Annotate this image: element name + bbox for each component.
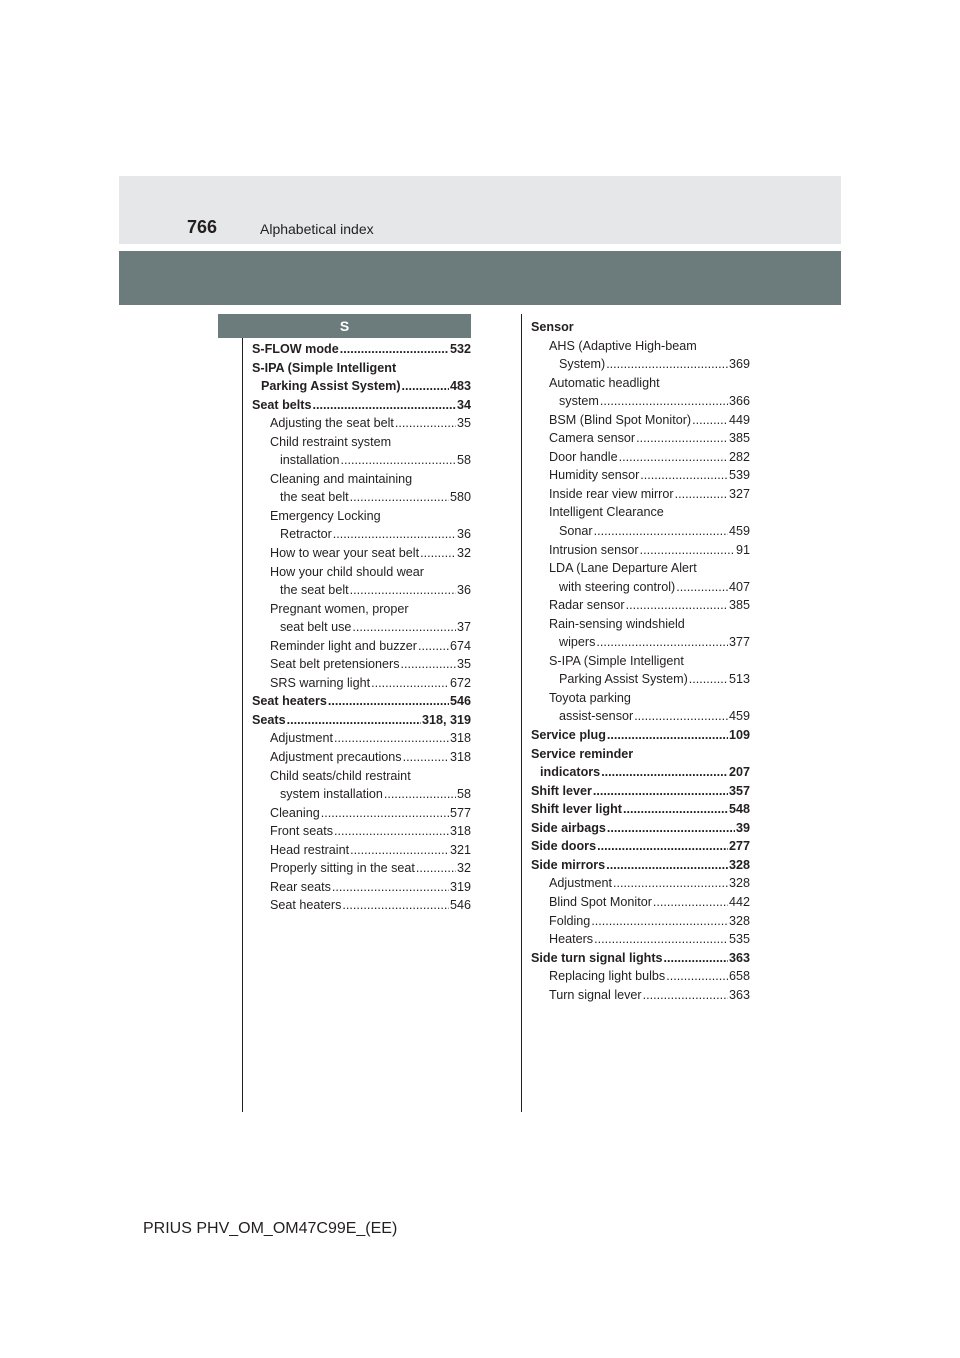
dot-leader bbox=[664, 949, 728, 968]
index-entry bbox=[531, 429, 750, 448]
dot-leader bbox=[384, 785, 456, 804]
dot-leader bbox=[640, 541, 735, 560]
index-entry bbox=[252, 878, 471, 897]
index-entry-page: 363 bbox=[728, 987, 750, 1002]
index-entry-page: 39 bbox=[735, 820, 750, 835]
index-entry-term: Heaters bbox=[549, 932, 594, 947]
index-entry bbox=[531, 912, 750, 931]
index-entry bbox=[531, 374, 750, 393]
index-entry-page: 366 bbox=[728, 394, 750, 409]
index-entry-page: 539 bbox=[728, 468, 750, 483]
dot-leader bbox=[328, 692, 449, 711]
index-entry-term: Radar sensor bbox=[549, 598, 625, 613]
index-entry-term: installation bbox=[280, 453, 340, 468]
index-entry-term: Parking Assist System) bbox=[261, 379, 401, 394]
index-entry bbox=[252, 451, 471, 470]
index-entry-term: Seats bbox=[252, 712, 286, 727]
dot-leader bbox=[666, 967, 728, 986]
dot-leader bbox=[416, 859, 456, 878]
index-entry bbox=[531, 596, 750, 615]
index-entry-page: 34 bbox=[456, 397, 471, 412]
dot-leader bbox=[593, 782, 728, 801]
index-entry bbox=[252, 711, 471, 730]
index-entry-term: system installation bbox=[280, 787, 383, 802]
index-entry bbox=[252, 767, 471, 786]
index-entry-term: Adjustment bbox=[270, 731, 333, 746]
index-entry bbox=[531, 578, 750, 597]
section-letter-bar: S bbox=[218, 314, 471, 338]
index-entry-term: Replacing light bulbs bbox=[549, 969, 666, 984]
index-entry bbox=[252, 377, 471, 396]
index-entry bbox=[531, 522, 750, 541]
index-entry bbox=[252, 488, 471, 507]
index-entry-term: System) bbox=[559, 357, 606, 372]
index-entry-page: 109 bbox=[728, 728, 750, 743]
index-entry bbox=[531, 541, 750, 560]
index-entry-page: 318 bbox=[449, 824, 471, 839]
index-entry-page: 321 bbox=[449, 842, 471, 857]
index-entry-term: Turn signal lever bbox=[549, 987, 642, 1002]
dot-leader bbox=[287, 711, 421, 730]
dot-leader bbox=[640, 466, 728, 485]
index-entry bbox=[252, 692, 471, 711]
index-entry-term: the seat belt bbox=[280, 490, 349, 505]
index-entry bbox=[531, 763, 750, 782]
index-entry bbox=[531, 949, 750, 968]
right-column-rule bbox=[521, 314, 522, 1112]
dot-leader bbox=[623, 800, 728, 819]
index-entry-page: 442 bbox=[728, 894, 750, 909]
index-entry-page: 672 bbox=[449, 675, 471, 690]
dot-leader bbox=[607, 726, 728, 745]
index-entry bbox=[531, 967, 750, 986]
dot-leader bbox=[591, 912, 728, 931]
index-entry-term: Side mirrors bbox=[531, 857, 606, 872]
index-entry-term: Front seats bbox=[270, 824, 333, 839]
index-entry-page: 577 bbox=[449, 805, 471, 820]
index-column-right bbox=[531, 318, 750, 1004]
dot-leader bbox=[643, 986, 728, 1005]
index-entry-page: 369 bbox=[728, 357, 750, 372]
dot-leader bbox=[350, 841, 449, 860]
index-entry-page: 483 bbox=[449, 379, 471, 394]
header-band bbox=[119, 176, 841, 244]
index-entry-term: Camera sensor bbox=[549, 431, 636, 446]
dot-leader bbox=[333, 525, 456, 544]
index-entry-term: Side doors bbox=[531, 839, 597, 854]
index-entry bbox=[531, 355, 750, 374]
index-entry-term: Inside rear view mirror bbox=[549, 486, 674, 501]
index-entry-term: How to wear your seat belt bbox=[270, 546, 420, 561]
dot-leader bbox=[689, 670, 728, 689]
index-entry bbox=[531, 986, 750, 1005]
index-entry-page: 328 bbox=[728, 913, 750, 928]
dot-leader bbox=[352, 618, 456, 637]
dot-leader bbox=[321, 804, 449, 823]
index-entry bbox=[252, 729, 471, 748]
index-entry bbox=[252, 637, 471, 656]
dot-leader bbox=[350, 581, 456, 600]
dot-leader bbox=[340, 340, 449, 359]
index-entry bbox=[252, 655, 471, 674]
index-entry-page: 546 bbox=[449, 694, 471, 709]
index-entry-page: 35 bbox=[456, 657, 471, 672]
index-entry bbox=[252, 600, 471, 619]
index-entry bbox=[252, 563, 471, 582]
index-entry-term: Seat heaters bbox=[270, 898, 342, 913]
index-entry bbox=[252, 896, 471, 915]
index-entry-page: 385 bbox=[728, 431, 750, 446]
index-entry bbox=[252, 525, 471, 544]
index-entry-term: Service plug bbox=[531, 728, 606, 743]
index-entry-term: Cleaning and maintaining bbox=[270, 471, 413, 486]
dot-leader bbox=[653, 893, 728, 912]
index-entry bbox=[531, 411, 750, 430]
index-entry-term: Sensor bbox=[531, 320, 574, 334]
page-number: 766 bbox=[187, 217, 218, 237]
index-entry bbox=[252, 618, 471, 637]
dot-leader bbox=[350, 488, 449, 507]
index-entry-term: Emergency Locking bbox=[270, 508, 381, 523]
index-entry-term: Side turn signal lights bbox=[531, 950, 663, 965]
dot-leader bbox=[594, 522, 728, 541]
index-entry bbox=[531, 874, 750, 893]
index-entry-page: 449 bbox=[728, 412, 750, 427]
index-entry bbox=[531, 819, 750, 838]
index-entry-term: Humidity sensor bbox=[549, 468, 640, 483]
index-entry-term: Folding bbox=[549, 913, 591, 928]
index-entry-page: 32 bbox=[456, 546, 471, 561]
index-entry-page: 357 bbox=[728, 783, 750, 798]
index-entry-term: Adjustment precautions bbox=[270, 750, 402, 765]
index-entry-term: Service reminder bbox=[531, 746, 634, 761]
index-entry-page: 674 bbox=[449, 638, 471, 653]
index-entry bbox=[531, 837, 750, 856]
index-entry-term: Child seats/child restraint bbox=[270, 768, 411, 783]
index-entry bbox=[531, 318, 750, 337]
index-entry-term: Rain-sensing windshield bbox=[549, 616, 685, 631]
index-entry-page: 548 bbox=[728, 802, 750, 817]
dot-leader bbox=[626, 596, 728, 615]
index-entry bbox=[531, 466, 750, 485]
index-entry bbox=[252, 859, 471, 878]
dot-leader bbox=[395, 414, 456, 433]
index-entry-page: 459 bbox=[728, 524, 750, 539]
dot-leader bbox=[596, 633, 728, 652]
index-entry bbox=[252, 507, 471, 526]
dot-leader bbox=[692, 411, 728, 430]
dot-leader bbox=[341, 451, 456, 470]
index-entry-term: BSM (Blind Spot Monitor) bbox=[549, 412, 692, 427]
index-entry-term: Rear seats bbox=[270, 879, 331, 894]
index-entry bbox=[531, 707, 750, 726]
index-entry-page: 318 bbox=[449, 750, 471, 765]
index-entry bbox=[531, 745, 750, 764]
index-entry-page: 32 bbox=[456, 861, 471, 876]
index-entry-page: 385 bbox=[728, 598, 750, 613]
index-entry bbox=[252, 581, 471, 600]
index-entry bbox=[252, 804, 471, 823]
index-entry-page: 532 bbox=[449, 342, 471, 356]
dot-leader bbox=[332, 878, 449, 897]
index-entry-term: Head restraint bbox=[270, 842, 350, 857]
index-column-left bbox=[252, 340, 471, 915]
header-dark-band bbox=[119, 251, 841, 305]
index-entry-term: Sonar bbox=[559, 524, 593, 539]
index-entry-term: Shift lever bbox=[531, 783, 592, 798]
index-entry bbox=[531, 726, 750, 745]
index-entry-page: 58 bbox=[456, 453, 471, 468]
dot-leader bbox=[607, 819, 735, 838]
dot-leader bbox=[334, 729, 449, 748]
dot-leader bbox=[342, 896, 449, 915]
index-entry bbox=[531, 652, 750, 671]
index-entry-term: Shift lever light bbox=[531, 802, 622, 817]
index-entry bbox=[531, 800, 750, 819]
index-entry-term: seat belt use bbox=[280, 620, 352, 635]
index-entry-term: with steering control) bbox=[559, 579, 676, 594]
index-entry bbox=[531, 615, 750, 634]
dot-leader bbox=[601, 763, 728, 782]
index-entry-page: 37 bbox=[456, 620, 471, 635]
index-entry-term: Seat belts bbox=[252, 397, 312, 412]
index-entry-term: S-IPA (Simple Intelligent bbox=[252, 360, 397, 375]
index-entry-term: S-FLOW mode bbox=[252, 342, 339, 356]
index-entry-page: 58 bbox=[456, 787, 471, 802]
index-entry-term: SRS warning light bbox=[270, 675, 371, 690]
index-entry-term: Automatic headlight bbox=[549, 375, 660, 390]
index-entry-term: indicators bbox=[540, 765, 601, 780]
index-entry-page: 328 bbox=[728, 876, 750, 891]
index-entry-page: 327 bbox=[728, 486, 750, 501]
page-title: Alphabetical index bbox=[260, 221, 374, 237]
dot-leader bbox=[401, 655, 456, 674]
index-entry-term: Child restraint system bbox=[270, 434, 392, 449]
dot-leader bbox=[403, 748, 449, 767]
dot-leader bbox=[402, 377, 449, 396]
index-entry bbox=[531, 392, 750, 411]
index-entry-page: 580 bbox=[449, 490, 471, 505]
index-entry-term: Seat heaters bbox=[252, 694, 327, 709]
index-entry-page: 277 bbox=[728, 839, 750, 854]
index-entry bbox=[252, 433, 471, 452]
index-entry-page: 407 bbox=[728, 579, 750, 594]
index-entry-term: Adjustment bbox=[549, 876, 612, 891]
index-entry bbox=[531, 689, 750, 708]
index-entry-page: 318, 319 bbox=[421, 712, 471, 727]
index-entry-term: Adjusting the seat belt bbox=[270, 416, 394, 431]
index-entry-page: 91 bbox=[735, 542, 750, 557]
index-entry-term: LDA (Lane Departure Alert bbox=[549, 561, 697, 576]
dot-leader bbox=[418, 637, 449, 656]
index-entry-page: 363 bbox=[728, 950, 750, 965]
dot-leader bbox=[634, 707, 728, 726]
index-entry-term: Seat belt pretensioners bbox=[270, 657, 400, 672]
index-entry bbox=[252, 544, 471, 563]
index-entry-term: Parking Assist System) bbox=[559, 672, 688, 687]
index-entry bbox=[252, 470, 471, 489]
dot-leader bbox=[313, 396, 456, 415]
index-entry bbox=[531, 559, 750, 578]
index-entry bbox=[252, 340, 471, 359]
index-entry-page: 658 bbox=[728, 969, 750, 984]
index-entry-term: Retractor bbox=[280, 527, 332, 542]
index-entry-term: Intrusion sensor bbox=[549, 542, 639, 557]
index-entry bbox=[252, 359, 471, 378]
index-entry-term: Toyota parking bbox=[549, 690, 631, 705]
index-entry-term: system bbox=[559, 394, 599, 409]
index-entry-page: 377 bbox=[728, 635, 750, 650]
dot-leader bbox=[619, 448, 728, 467]
dot-leader bbox=[606, 355, 728, 374]
dot-leader bbox=[594, 930, 728, 949]
index-entry-term: Reminder light and buzzer bbox=[270, 638, 418, 653]
index-entry-term: assist-sensor bbox=[559, 709, 634, 724]
index-entry bbox=[531, 485, 750, 504]
index-entry bbox=[252, 822, 471, 841]
index-entry-term: Intelligent Clearance bbox=[549, 505, 664, 520]
index-entry bbox=[531, 448, 750, 467]
index-entry-page: 207 bbox=[728, 765, 750, 780]
index-entry bbox=[531, 633, 750, 652]
dot-leader bbox=[371, 674, 449, 693]
dot-leader bbox=[636, 429, 728, 448]
dot-leader bbox=[675, 485, 728, 504]
index-entry-term: Properly sitting in the seat bbox=[270, 861, 415, 876]
index-entry-page: 282 bbox=[728, 449, 750, 464]
index-entry-term: S-IPA (Simple Intelligent bbox=[549, 653, 684, 668]
index-entry-page: 513 bbox=[728, 672, 750, 687]
index-entry-page: 328 bbox=[728, 857, 750, 872]
index-entry-term: the seat belt bbox=[280, 583, 349, 598]
index-entry bbox=[531, 503, 750, 522]
dot-leader bbox=[597, 837, 728, 856]
left-column-rule bbox=[242, 338, 243, 1112]
index-entry-term: Door handle bbox=[549, 449, 618, 464]
index-entry-page: 459 bbox=[728, 709, 750, 724]
index-entry bbox=[531, 930, 750, 949]
index-entry bbox=[531, 337, 750, 356]
index-entry-term: Blind Spot Monitor bbox=[549, 894, 652, 909]
index-entry bbox=[252, 674, 471, 693]
index-entry bbox=[252, 785, 471, 804]
index-entry-page: 318 bbox=[449, 731, 471, 746]
index-entry bbox=[252, 841, 471, 860]
dot-leader bbox=[676, 578, 728, 597]
document-footer: PRIUS PHV_OM_OM47C99E_(EE) bbox=[143, 1220, 398, 1237]
index-entry-term: Cleaning bbox=[270, 805, 320, 820]
index-entry-page: 36 bbox=[456, 583, 471, 598]
dot-leader bbox=[600, 392, 728, 411]
index-entry bbox=[531, 782, 750, 801]
index-entry bbox=[531, 893, 750, 912]
index-entry-term: How your child should wear bbox=[270, 564, 424, 579]
index-entry-page: 535 bbox=[728, 932, 750, 947]
index-entry-term: Side airbags bbox=[531, 820, 606, 835]
dot-leader bbox=[334, 822, 449, 841]
index-entry-page: 546 bbox=[449, 898, 471, 913]
index-entry-term: AHS (Adaptive High-beam bbox=[549, 338, 697, 353]
index-entry-term: wipers bbox=[559, 635, 596, 650]
index-entry bbox=[252, 414, 471, 433]
dot-leader bbox=[613, 874, 728, 893]
index-entry bbox=[252, 396, 471, 415]
dot-leader bbox=[420, 544, 456, 563]
index-entry-page: 35 bbox=[456, 416, 471, 431]
index-entry bbox=[531, 670, 750, 689]
dot-leader bbox=[606, 856, 728, 875]
index-entry bbox=[252, 748, 471, 767]
index-entry-term: Pregnant women, proper bbox=[270, 601, 409, 616]
index-entry-page: 36 bbox=[456, 527, 471, 542]
index-entry bbox=[531, 856, 750, 875]
index-entry-page: 319 bbox=[449, 879, 471, 894]
